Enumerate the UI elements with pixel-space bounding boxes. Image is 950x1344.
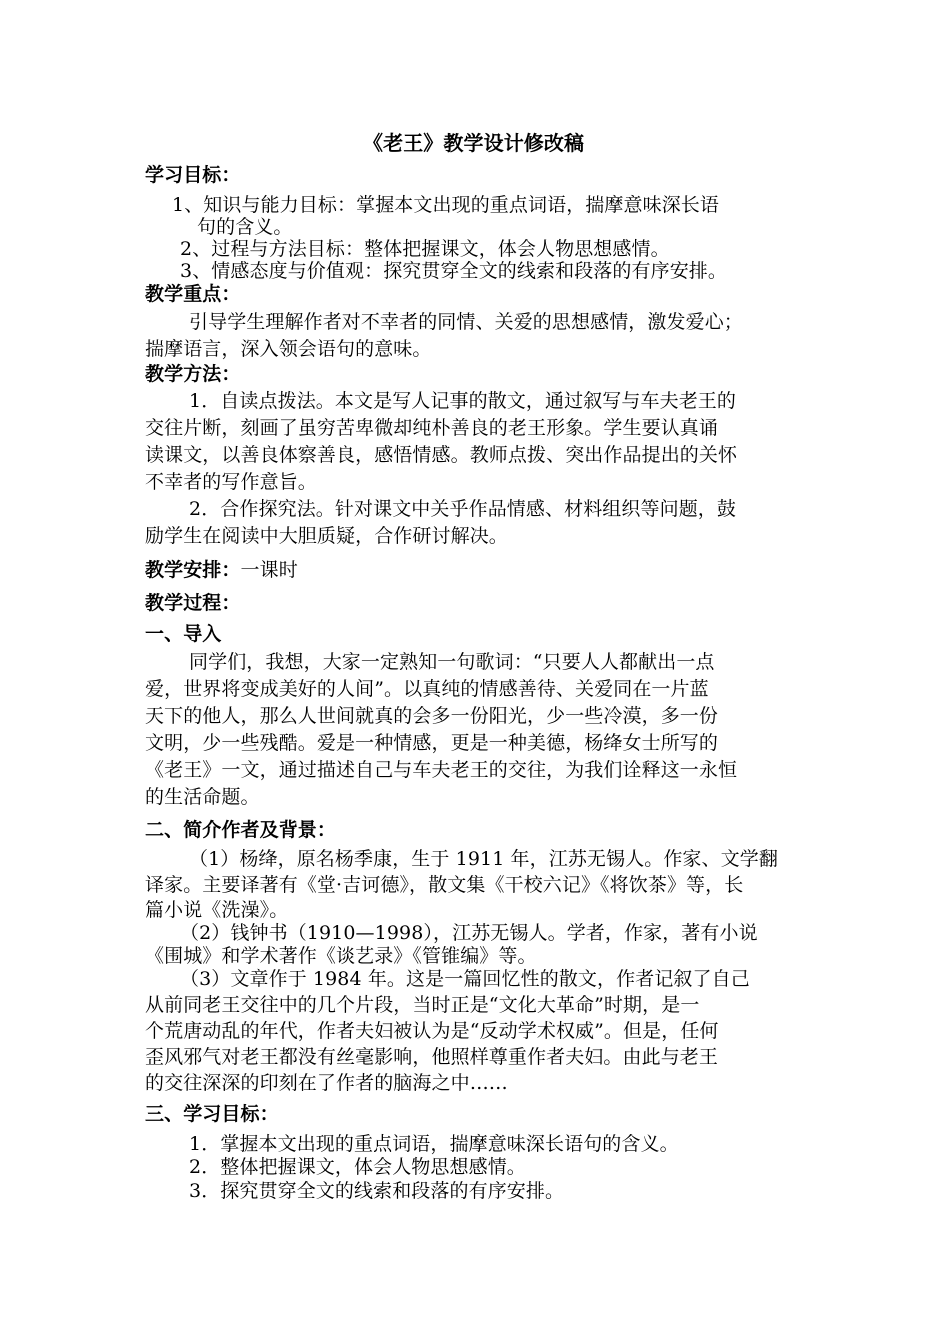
goal-1: 1．掌握本文出现的重点词语，揣摩意味深长语句的含义。: [189, 1133, 679, 1155]
method-1-line-2: 交往片断，刻画了虽穷苦卑微却纯朴善良的老王形象。学生要认真诵: [145, 417, 719, 439]
author-p1-line-3: 篇小说《洗澡》。: [145, 899, 289, 921]
author-p3-line-1: （3）文章作于 1984 年。这是一篇回忆性的散文，作者记叙了自己: [180, 968, 750, 990]
intro-line-2: 爱，世界将变成美好的人间”。以真纯的情感善待、关爱同在一片蓝: [145, 678, 709, 700]
focus-heading: 教学重点：: [145, 283, 241, 305]
intro-line-3: 天下的他人，那么人世间就真的会多一份阳光，少一些冷漠，多一份: [145, 705, 719, 727]
author-p2-line-2: 《围城》和学术著作《谈艺录》《管锥编》等。: [145, 945, 537, 967]
goal-3: 3．探究贯穿全文的线索和段落的有序安排。: [189, 1180, 565, 1202]
arrangement-heading: 教学安排：: [145, 559, 241, 581]
objectives-heading: 学习目标：: [145, 164, 241, 186]
arrangement-value: 一课时: [240, 559, 298, 581]
author-p3-line-4: 歪风邪气对老王都没有丝毫影响，他照样尊重作者夫妇。由此与老王: [145, 1046, 719, 1068]
goal-2: 2．整体把握课文，体会人物思想感情。: [189, 1156, 526, 1178]
method-1-line-1: 1．自读点拨法。本文是写人记事的散文，通过叙写与车夫老王的: [189, 390, 736, 412]
author-p3-line-3: 个荒唐动乱的年代，作者夫妇被认为是“反动学术权威”。但是，任何: [145, 1020, 719, 1042]
intro-line-6: 的生活命题。: [145, 786, 260, 808]
method-2-line-2: 励学生在阅读中大胆质疑，合作研讨解决。: [145, 525, 508, 547]
author-p3-line-2: 从前同老王交往中的几个片段，当时正是“文化大革命”时期，是一: [145, 994, 700, 1016]
method-2-line-1: 2．合作探究法。针对课文中关乎作品情感、材料组织等问题，鼓: [189, 498, 736, 520]
arrangement-line: [145, 558, 298, 582]
author-p1-line-1: （1）杨绛，原名杨季康，生于 1911 年，江苏无锡人。作家、文学翻: [189, 848, 778, 870]
intro-heading: 一、导入: [145, 623, 222, 645]
intro-line-4: 文明，少一些残酷。爱是一种情感，更是一种美德，杨绛女士所写的: [145, 732, 719, 754]
process-heading: 教学过程：: [145, 592, 241, 614]
author-heading: 二、简介作者及背景：: [145, 819, 337, 841]
author-p1-line-2: 译家。主要译著有《堂·吉诃德》，散文集《干校六记》《将饮茶》等，长: [145, 874, 744, 896]
goals-heading: 三、学习目标：: [145, 1103, 279, 1125]
method-1-line-3: 读课文，以善良体察善良，感悟情感。教师点拨、突出作品提出的关怀: [145, 444, 738, 466]
method-1-line-4: 不幸者的写作意旨。: [145, 471, 317, 493]
objective-3: 3、情感态度与价值观：探究贯穿全文的线索和段落的有序安排。: [180, 260, 727, 282]
objective-1-line-2: 句的含义。: [197, 216, 293, 238]
objective-1-line-1: 1、知识与能力目标：掌握本文出现的重点词语，揣摩意味深长语: [172, 194, 719, 216]
intro-line-5: 《老王》一文，通过描述自己与车夫老王的交往，为我们诠释这一永恒: [145, 759, 738, 781]
author-p3-line-5: 的交往深深的印刻在了作者的脑海之中……: [145, 1072, 508, 1094]
document-title: 《老王》教学设计修改稿: [363, 131, 585, 155]
intro-line-1: 同学们，我想，大家一定熟知一句歌词：“只要人人都献出一点: [189, 651, 715, 673]
methods-heading: 教学方法：: [145, 363, 241, 385]
focus-line-2: 揣摩语言，深入领会语句的意味。: [145, 338, 432, 360]
focus-line-1: 引导学生理解作者对不幸者的同情、关爱的思想感情，激发爱心；: [189, 311, 743, 333]
objective-2: 2、过程与方法目标：整体把握课文，体会人物思想感情。: [180, 238, 670, 260]
author-p2-line-1: （2）钱钟书（1910—1998），江苏无锡人。学者，作家，著有小说: [180, 922, 758, 944]
